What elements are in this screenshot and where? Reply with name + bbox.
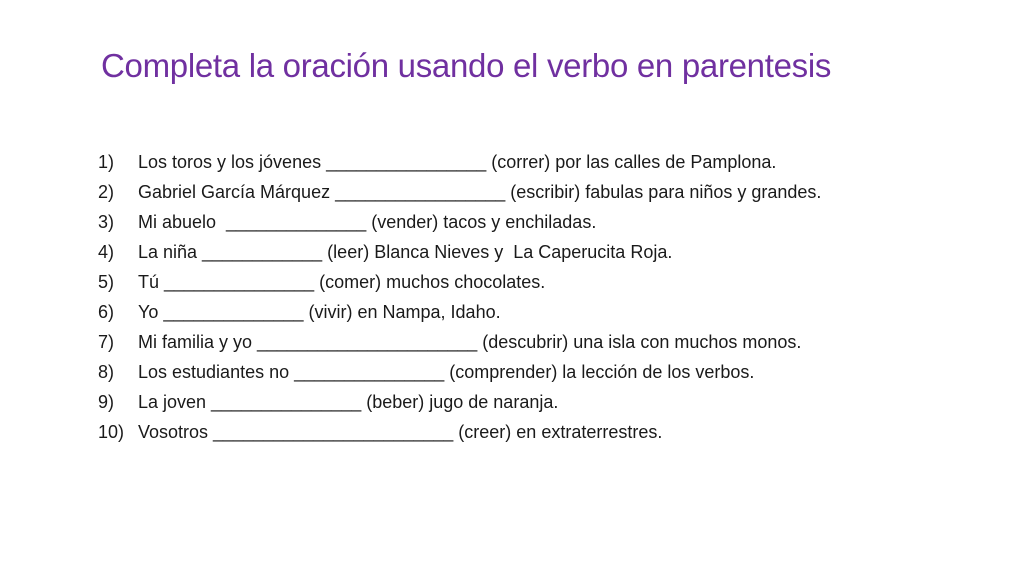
exercise-list: [98, 152, 928, 452]
list-item: [98, 422, 928, 443]
item-number: 5): [98, 272, 115, 292]
item-number: 9): [98, 392, 115, 412]
list-item: [98, 362, 928, 383]
item-text: Mi abuelo ______________ (vender) tacos y enchiladas.: [138, 212, 597, 232]
item-number: 4): [98, 242, 115, 262]
list-item: [98, 332, 928, 353]
list-item: [98, 392, 928, 413]
list-item: [98, 152, 928, 173]
item-text: Los estudiantes no _______________ (comprender) la lección de los verbos.: [138, 362, 755, 382]
item-number: 2): [98, 182, 115, 202]
item-text: Gabriel García Márquez _________________ (escribir) fabulas para niños y grandes.: [138, 182, 822, 202]
item-text: Yo ______________ (vivir) en Nampa, Idaho.: [138, 302, 501, 322]
item-text: La niña ____________ (leer) Blanca Nieves y La Caperucita Roja.: [138, 242, 673, 262]
list-item: [98, 272, 928, 293]
item-number: 1): [98, 152, 115, 172]
item-text: Tú _______________ (comer) muchos chocolates.: [138, 272, 546, 292]
item-number: 6): [98, 302, 115, 322]
list-item: [98, 302, 928, 323]
slide-title: Completa la oración usando el verbo en parentesis: [101, 47, 832, 84]
list-item: [98, 182, 928, 203]
item-text: Mi familia y yo ______________________ (descubrir) una isla con muchos monos.: [138, 332, 802, 352]
list-item: [98, 242, 928, 263]
item-text: Vosotros ________________________ (creer) en extraterrestres.: [138, 422, 663, 442]
item-number: 7): [98, 332, 115, 352]
item-number: 8): [98, 362, 115, 382]
list-item: [98, 212, 928, 233]
item-number: 3): [98, 212, 115, 232]
item-text: La joven _______________ (beber) jugo de naranja.: [138, 392, 559, 412]
item-number: 10): [98, 422, 125, 442]
item-text: Los toros y los jóvenes ________________ (correr) por las calles de Pamplona.: [138, 152, 777, 172]
